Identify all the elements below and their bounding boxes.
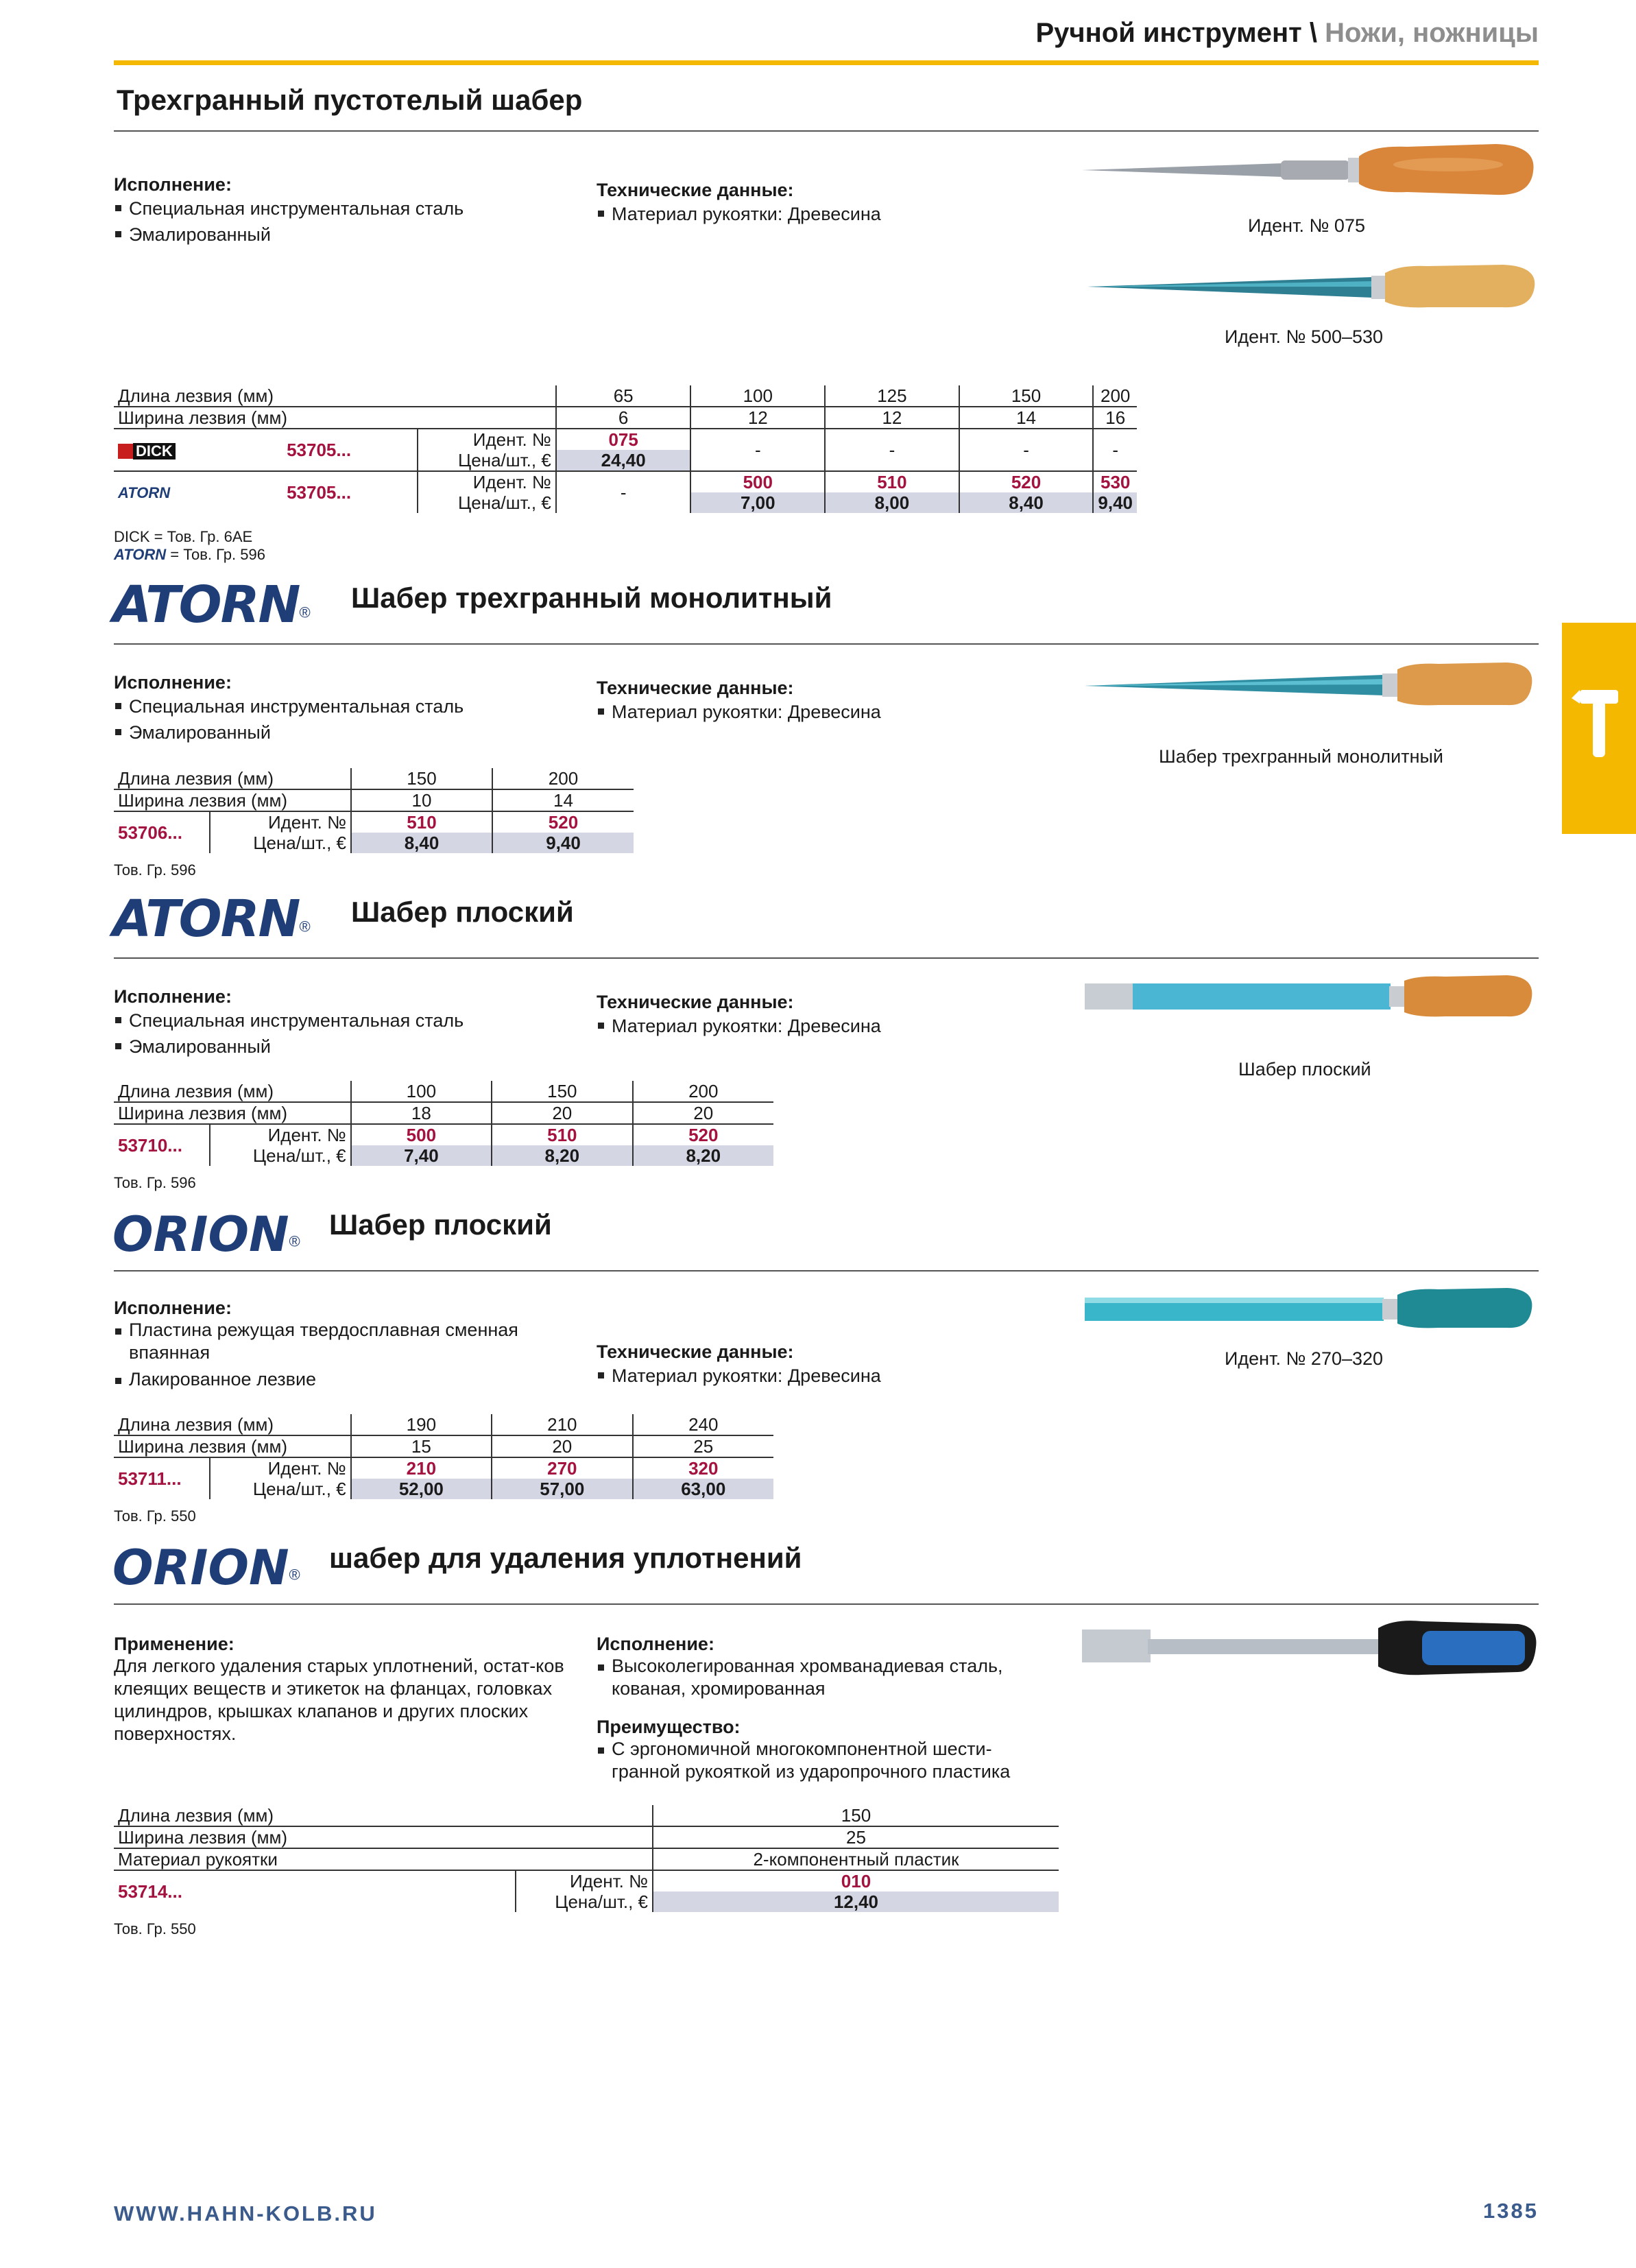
s2-title: Шабер трехгранный монолитный bbox=[351, 582, 832, 614]
table-cell: 200 bbox=[1093, 385, 1137, 407]
price-value: 8,00 bbox=[825, 492, 959, 513]
len-label: Длина лезвия (мм) bbox=[118, 1805, 274, 1826]
ident-value: 320 bbox=[633, 1457, 773, 1479]
orion-logo bbox=[112, 1208, 300, 1261]
atorn-logo bbox=[112, 892, 311, 946]
s3-tech-label: Технические данные: bbox=[597, 992, 794, 1012]
s2-tool-image bbox=[1082, 657, 1537, 712]
s5-exec bbox=[597, 1634, 1049, 1783]
s5-adv-label: Преимущество: bbox=[597, 1717, 741, 1737]
article-number: 53714... bbox=[118, 1881, 182, 1902]
len-label: Длина лезвия (мм) bbox=[118, 768, 274, 789]
s1-note-1: DICK = Тов. Гр. 6AE bbox=[114, 528, 253, 545]
price-value: 24,40 bbox=[556, 450, 691, 471]
s3-tech bbox=[597, 992, 981, 1039]
orion-brand-text: ORION bbox=[112, 1540, 289, 1596]
s1-caption-1: Идент. № 075 bbox=[1248, 215, 1365, 236]
table-cell: - bbox=[556, 471, 691, 513]
ident-value: 530 bbox=[1093, 471, 1137, 492]
width-label: Ширина лезвия (мм) bbox=[118, 407, 288, 428]
category-tab[interactable] bbox=[1562, 623, 1636, 834]
s4-exec bbox=[114, 1298, 553, 1391]
s1-exec bbox=[114, 174, 580, 248]
s5-apply-label: Применение: bbox=[114, 1634, 234, 1654]
table-cell: 16 bbox=[1093, 407, 1137, 429]
table-cell: 100 bbox=[690, 385, 825, 407]
header-rule bbox=[114, 60, 1539, 65]
table-cell: 10 bbox=[351, 789, 492, 811]
ident-value: 500 bbox=[351, 1124, 492, 1145]
s3-exec bbox=[114, 986, 580, 1060]
article-number: 53706... bbox=[118, 822, 182, 843]
s1-caption-2: Идент. № 500–530 bbox=[1225, 326, 1384, 347]
price-label: Цена/шт., € bbox=[210, 1479, 351, 1499]
s2-exec-item: Специальная инструментальная сталь bbox=[114, 693, 580, 719]
table-cell: - bbox=[959, 429, 1094, 471]
s2-table bbox=[114, 768, 634, 853]
registered-mark: ® bbox=[299, 918, 311, 935]
s3-title: Шабер плоский bbox=[351, 896, 574, 928]
s3-tool-image bbox=[1082, 972, 1537, 1022]
article-number: 53705... bbox=[282, 429, 418, 471]
s3-exec-item: Эмалированный bbox=[114, 1034, 580, 1060]
ident-value: 270 bbox=[492, 1457, 632, 1479]
s1-exec-item: Эмалированный bbox=[114, 222, 580, 248]
table-cell: 150 bbox=[653, 1805, 1059, 1826]
table-cell: 14 bbox=[492, 789, 634, 811]
s4-note: Тов. Гр. 550 bbox=[114, 1507, 196, 1525]
s5-exec-label: Исполнение: bbox=[597, 1634, 714, 1654]
s1-exec-item: Специальная инструментальная сталь bbox=[114, 195, 580, 222]
s4-caption: Идент. № 270–320 bbox=[1225, 1348, 1384, 1369]
price-label: Цена/шт., € bbox=[418, 450, 556, 471]
ident-value: 520 bbox=[492, 811, 634, 833]
article-number: 53711... bbox=[118, 1468, 182, 1489]
ident-value: 210 bbox=[351, 1457, 492, 1479]
s1-tool-image-1 bbox=[1078, 137, 1537, 199]
s4-tool-image bbox=[1082, 1285, 1537, 1335]
table-cell: 14 bbox=[959, 407, 1094, 429]
s3-rule bbox=[114, 957, 1539, 959]
s4-tech bbox=[597, 1341, 981, 1389]
handle-material-label: Материал рукоятки bbox=[118, 1849, 278, 1870]
price-label: Цена/шт., € bbox=[516, 1891, 653, 1912]
len-label: Длина лезвия (мм) bbox=[118, 1414, 274, 1435]
s4-tech-item: Материал рукоятки: Древесина bbox=[597, 1363, 981, 1389]
len-label: Длина лезвия (мм) bbox=[118, 1081, 274, 1101]
table-cell: 200 bbox=[633, 1081, 773, 1102]
table-cell: - bbox=[825, 429, 959, 471]
width-label: Ширина лезвия (мм) bbox=[118, 1436, 288, 1457]
ident-value: 510 bbox=[492, 1124, 632, 1145]
article-number: 53710... bbox=[118, 1135, 182, 1156]
s5-apply bbox=[114, 1634, 580, 1745]
table-cell: 200 bbox=[492, 768, 634, 789]
atorn-brand-text: ATORN bbox=[112, 890, 300, 948]
s5-adv-item: С эргономичной многокомпонентной шести-гранной рукояткой из ударопрочного пластика bbox=[597, 1738, 1049, 1783]
atorn-logo bbox=[112, 577, 311, 632]
s4-exec-label: Исполнение: bbox=[114, 1298, 232, 1318]
atorn-logo-small bbox=[114, 471, 282, 513]
table-cell: 6 bbox=[556, 407, 691, 429]
price-value: 8,20 bbox=[633, 1145, 773, 1166]
s2-tech-item: Материал рукоятки: Древесина bbox=[597, 699, 981, 725]
width-label: Ширина лезвия (мм) bbox=[118, 1827, 288, 1848]
table-cell: - bbox=[1093, 429, 1137, 471]
s2-exec bbox=[114, 672, 580, 745]
registered-mark: ® bbox=[299, 604, 311, 621]
s1-rule bbox=[114, 130, 1539, 132]
ident-label: Идент. № bbox=[418, 429, 556, 450]
table-cell: 12 bbox=[825, 407, 959, 429]
s2-caption: Шабер трехгранный монолитный bbox=[1159, 746, 1443, 767]
registered-mark: ® bbox=[289, 1232, 300, 1250]
table-cell: 150 bbox=[492, 1081, 632, 1102]
registered-mark: ® bbox=[289, 1566, 300, 1584]
s2-tech-label: Технические данные: bbox=[597, 678, 794, 698]
dick-logo bbox=[114, 429, 282, 471]
table-cell: 20 bbox=[492, 1102, 632, 1124]
s1-title: Трехгранный пустотелый шабер bbox=[117, 84, 583, 116]
s4-tech-label: Технические данные: bbox=[597, 1341, 794, 1362]
dick-brand-text: DICK bbox=[133, 443, 176, 459]
s3-table bbox=[114, 1081, 773, 1166]
ident-value: 520 bbox=[633, 1124, 773, 1145]
ident-value: 075 bbox=[556, 429, 691, 450]
s2-note: Тов. Гр. 596 bbox=[114, 861, 196, 879]
s2-tech bbox=[597, 678, 981, 725]
s1-tool-image-2 bbox=[1085, 259, 1537, 314]
s4-exec-item: Пластина режущая твердосплавная сменная впаянная bbox=[114, 1319, 553, 1364]
table-cell: 20 bbox=[492, 1435, 632, 1457]
table-cell: 190 bbox=[351, 1414, 492, 1435]
ident-value: 010 bbox=[653, 1870, 1059, 1891]
atorn-brand-text: ATORN bbox=[114, 546, 167, 563]
s2-rule bbox=[114, 643, 1539, 645]
table-cell: 240 bbox=[633, 1414, 773, 1435]
table-cell: 150 bbox=[959, 385, 1094, 407]
header-main: Ручной инструмент bbox=[1035, 18, 1302, 48]
price-value: 7,00 bbox=[690, 492, 825, 513]
ident-value: 510 bbox=[351, 811, 492, 833]
price-value: 52,00 bbox=[351, 1479, 492, 1499]
header-sub: Ножи, ножницы bbox=[1325, 18, 1539, 48]
price-label: Цена/шт., € bbox=[210, 1145, 351, 1166]
page-header bbox=[1036, 18, 1539, 49]
ident-label: Идент. № bbox=[210, 1457, 351, 1479]
s5-rule bbox=[114, 1603, 1539, 1605]
s3-note: Тов. Гр. 596 bbox=[114, 1174, 196, 1191]
width-label: Ширина лезвия (мм) bbox=[118, 790, 288, 811]
atorn-brand-text: ATORN bbox=[118, 484, 171, 501]
table-cell: 15 bbox=[351, 1435, 492, 1457]
price-value: 57,00 bbox=[492, 1479, 632, 1499]
ident-label: Идент. № bbox=[210, 811, 351, 833]
s2-exec-label: Исполнение: bbox=[114, 672, 232, 693]
price-label: Цена/шт., € bbox=[210, 833, 351, 853]
s3-tech-item: Материал рукоятки: Древесина bbox=[597, 1013, 981, 1039]
table-cell: 150 bbox=[351, 768, 492, 789]
table-cell: 125 bbox=[825, 385, 959, 407]
width-label: Ширина лезвия (мм) bbox=[118, 1103, 288, 1123]
price-label: Цена/шт., € bbox=[418, 492, 556, 513]
orion-logo bbox=[112, 1542, 300, 1594]
table-cell: 25 bbox=[653, 1826, 1059, 1848]
s1-note-2 bbox=[114, 546, 265, 564]
table-cell: 18 bbox=[351, 1102, 492, 1124]
ident-label: Идент. № bbox=[418, 471, 556, 492]
s1-note-2-text: = Тов. Гр. 596 bbox=[166, 546, 265, 563]
price-value: 7,40 bbox=[351, 1145, 492, 1166]
table-cell: 12 bbox=[690, 407, 825, 429]
table-cell: 20 bbox=[633, 1102, 773, 1124]
s3-exec-item: Специальная инструментальная сталь bbox=[114, 1007, 580, 1034]
s5-note: Тов. Гр. 550 bbox=[114, 1920, 196, 1937]
s5-exec-item: Высоколегированная хромванадиевая сталь, кованая, хромированная bbox=[597, 1655, 1049, 1700]
ident-value: 500 bbox=[690, 471, 825, 492]
s4-title: Шабер плоский bbox=[329, 1208, 552, 1241]
price-value: 9,40 bbox=[492, 833, 634, 853]
s1-tech bbox=[597, 180, 981, 227]
s4-table bbox=[114, 1414, 773, 1499]
ident-label: Идент. № bbox=[210, 1124, 351, 1145]
table-cell: - bbox=[690, 429, 825, 471]
table-cell: 210 bbox=[492, 1414, 632, 1435]
table-cell: 2-компонентный пластик bbox=[653, 1848, 1059, 1870]
s1-tech-item: Материал рукоятки: Древесина bbox=[597, 201, 981, 227]
s3-exec-label: Исполнение: bbox=[114, 986, 232, 1007]
s4-rule bbox=[114, 1270, 1539, 1272]
price-value: 8,40 bbox=[959, 492, 1094, 513]
len-label: Длина лезвия (мм) bbox=[118, 385, 274, 406]
orion-brand-text: ORION bbox=[112, 1206, 289, 1263]
header-separator: \ bbox=[1301, 18, 1325, 48]
s5-table bbox=[114, 1805, 1059, 1912]
s5-tool-image bbox=[1079, 1614, 1539, 1683]
s4-exec-item: Лакированное лезвие bbox=[114, 1368, 553, 1391]
s5-apply-text: Для легкого удаления старых уплотнений, остат-ков клеящих веществ и этикеток на фланцах, головках цилиндров, крышках клапанов и других плоских поверхностях. bbox=[114, 1656, 564, 1744]
price-value: 8,20 bbox=[492, 1145, 632, 1166]
table-cell: 25 bbox=[633, 1435, 773, 1457]
price-value: 9,40 bbox=[1093, 492, 1137, 513]
ident-value: 520 bbox=[959, 471, 1094, 492]
hammer-icon bbox=[1562, 623, 1636, 834]
s5-title: шабер для удаления уплотнений bbox=[329, 1542, 802, 1574]
footer-url[interactable]: WWW.HAHN-KOLB.RU bbox=[114, 2201, 377, 2225]
page-number: 1385 bbox=[1483, 2199, 1539, 2223]
s2-exec-item: Эмалированный bbox=[114, 719, 580, 745]
price-value: 8,40 bbox=[351, 833, 492, 853]
table-cell: 65 bbox=[556, 385, 691, 407]
ident-label: Идент. № bbox=[516, 1870, 653, 1891]
article-number: 53705... bbox=[287, 482, 352, 503]
s1-exec-label: Исполнение: bbox=[114, 174, 232, 195]
atorn-brand-text: ATORN bbox=[112, 575, 300, 634]
s1-table bbox=[114, 385, 1137, 513]
table-cell: 100 bbox=[351, 1081, 492, 1102]
ident-value: 510 bbox=[825, 471, 959, 492]
s3-caption: Шабер плоский bbox=[1238, 1059, 1371, 1079]
price-value: 63,00 bbox=[633, 1479, 773, 1499]
s1-tech-label: Технические данные: bbox=[597, 180, 794, 200]
price-value: 12,40 bbox=[653, 1891, 1059, 1912]
